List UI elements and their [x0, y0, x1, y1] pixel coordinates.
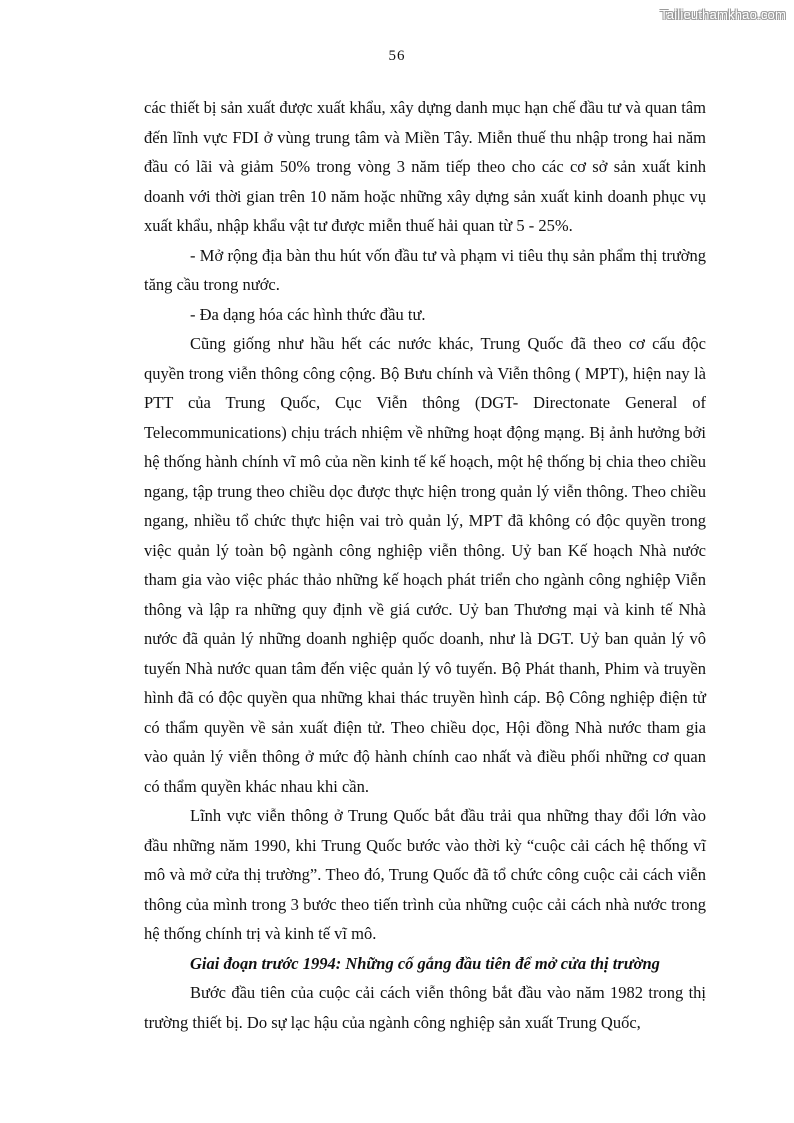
page-number: 56 — [388, 48, 406, 64]
paragraph-telecom-monopoly: Cũng giống như hầu hết các nước khác, Trung Quốc đã theo cơ cấu độc quyền trong viễn thông công cộng. Bộ Bưu chính và Viễn thông ( MPT), hiện nay là PTT của Trung Quốc, Cục Viễn thông (DGT- Directonate General of Telecommunications) chịu trách nhiệm về những hoạt động mạng. Bị ảnh hưởng bởi hệ thống hành chính vĩ mô của nền kinh tế kế hoạch, một hệ thống bị chia theo chiều ngang, tập trung theo chiều dọc được thực hiện trong quản lý viễn thông. Theo chiều ngang, nhiều tổ chức thực hiện vai trò quản lý, MPT đã không có độc quyền trong việc quản lý toàn bộ ngành công nghiệp viễn thông. Uỷ ban Kế hoạch Nhà nước tham gia vào việc phác thảo những kế hoạch phát triển cho ngành công nghiệp Viễn thông và lập ra những quy định về giá cước. Uỷ ban Thương mại và kinh tế Nhà nước đã quản lý những doanh nghiệp quốc doanh, như là DGT. Uỷ ban quản lý vô tuyến Nhà nước quan tâm đến việc quản lý vô tuyến. Bộ Phát thanh, Phim và truyền hình đã có độc quyền qua những khai thác truyền hình cáp. Bộ Công nghiệp điện tử có thẩm quyền về sản xuất điện tử. Theo chiều dọc, Hội đồng Nhà nước tham gia vào quản lý viễn thông ở mức độ hành chính cao nhất và điều phối những cơ quan có thẩm quyền khác nhau khi cần. — [144, 334, 706, 796]
watermark-text: Tailieuthamkhao.com — [660, 7, 786, 22]
section-heading: Giai đoạn trước 1994: Những cố gắng đầu tiên để mở cửa thị trường — [190, 953, 660, 973]
paragraph-fdi-incentives: các thiết bị sản xuất được xuất khẩu, xây dựng danh mục hạn chế đầu tư và quan tâm đến lĩnh vực FDI ở vùng trung tâm và Miền Tây. Miễn thuế thu nhập trong hai năm đầu có lãi và giảm 50% trong vòng 3 năm tiếp theo cho các cơ sở sản xuất kinh doanh với thời gian trên 10 năm hoặc những xây dựng sản xuất kinh doanh phục vụ xuất khẩu, nhập khẩu vật tư được miễn thuế hải quan từ 5 - 25%. — [144, 98, 706, 235]
paragraph-first-reform-step: Bước đầu tiên của cuộc cải cách viễn thông bắt đầu vào năm 1982 trong thị trường thiết bị. Do sự lạc hậu của ngành công nghiệp sản xuất Trung Quốc, — [144, 983, 706, 1032]
paragraph-diversify-investment: - Đa dạng hóa các hình thức đầu tư. — [190, 304, 426, 324]
page-body — [144, 93, 706, 1037]
paragraph-expand-investment-area: - Mở rộng địa bàn thu hút vốn đầu tư và phạm vi tiêu thụ sản phẩm thị trường tăng cầu trong nước. — [144, 245, 706, 294]
paragraph-telecom-reform-1990s: Lĩnh vực viễn thông ở Trung Quốc bắt đầu trải qua những thay đổi lớn vào đầu những năm 1990, khi Trung Quốc bước vào thời kỳ “cuộc cải cách hệ thống vĩ mô và mở cửa thị trường”. Theo đó, Trung Quốc đã tổ chức công cuộc cải cách viễn thông của mình trong 3 bước theo tiến trình của những cuộc cải cách nhà nước trong hệ thống chính trị và kinh tế vĩ mô. — [144, 806, 706, 943]
